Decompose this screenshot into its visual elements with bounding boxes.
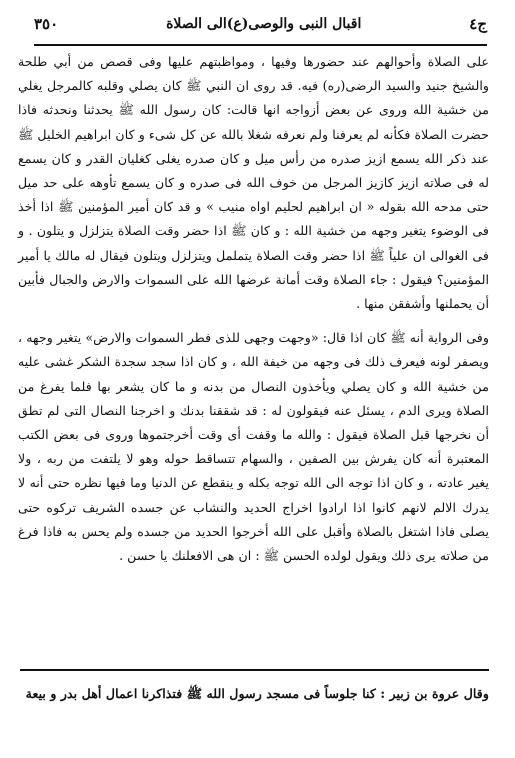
section-divider: [20, 669, 489, 671]
running-title: اقبال النبى والوصى(ع)الى الصلاة: [166, 16, 362, 32]
page-header: [34, 4, 487, 46]
paragraph: وفى الرواية أنه ﷺ كان اذا قال: «وجهت وجهى للذى فطر السموات والارض» يتغير وجهه ، ويصفر لونه فيعرف ذلك فى وجهه من خيفة الله ، و كان اذا سجد سجدة الشكر غشى عليه من خشية الله و كان يصلي ويأخذون النصال من بدنه و ما كان يشعر بها فلما يفرغ من الصلاة ويرى الدم ، يسئل عنه فيقولون له : قد شققنا بدنك و اخرجنا النصال التى لم تطق أن نخرجها قبل الصلاة فيقول : والله ما وقفت أى وقت أخرجتموها وروى فى بعض الكتب المعتبرة أنه كان يفرش بين الصفين ، والسهام تتساقط حوله وهو لا يلتفت من ربه ، ولا يغير عادته ، و كان اذا توجه الى الله توجه بكله و ينقطع عن الدنيا وما فيها نظره حتى أنه لا يدرك الالم لانهم كانوا اذا ارادوا اخراج الحديد والنشاب عن جسده الشريف تركوه حتى يصلى فاذا اشتغل بالصلاة وأقبل على الله أخرجوا الحديد من جسده ولم يحس به فاذا فرغ من صلاته يرى ذلك ويقول لولده الحسن ﷺ : ان هى الافعلنك يا حسن .: [18, 330, 489, 564]
paragraph: وقال عروة بن زبير : كنا جلوساً فى مسجد رسول الله ﷺ فتذاكرنا اعمال أهل بدر و بيعة: [25, 686, 489, 701]
page-body-bottom: [18, 674, 489, 706]
paragraph: على الصلاة وأحوالهم عند حضورها وفيها ، ومواظبتهم عليها وفى قصص من أبي طلحة والشيخ جنيد والسيد الرضى(ره) فيه. قد روى ان النبي ﷺ كان يصلي وقلبه كالمرجل يغلي من خشية الله وروى عن بعض أزواجه انها قالت: كان رسول الله ﷺ يحدثنا ونحدثه فاذا حضرت الصلاة فكأنه لم يعرفنا ولم نعرفه شغلا بالله عن كل شىء و كان ابراهيم الخليل ﷺ عند ذكر الله يسمع ازيز صدره من رأس ميل و كان صدره يغلى كغليان القدر و كان يسمع له فى صلاته ازيز كازيز المرجل من خوف الله فى صدره و كان يسمع تأوهه على حد ميل حتى مدحه الله بقوله « ان ابراهيم لحليم اواه منيب » و قد كان أمير المؤمنين ﷺ اذا أخذ فى الوضوء يتغير وجهه من خشية الله : و كان ﷺ اذا حضر وقت الصلاة يتزلزل و يتلون . و فى الغوالى ان علياً ﷺ اذا حضر وقت الصلاة يتململ ويتزلزل ويتلون فيقال له مالك يا أمير المؤمنين؟ فيقول : جاء الصلاة وقت أمانة عرضها الله على السموات والارض والجبال فأبين أن يحملنها وأشفقن منها .: [18, 54, 489, 312]
page-number: ٣٥٠: [34, 15, 59, 33]
volume-number: ج٤: [469, 15, 487, 33]
page-body: [18, 50, 489, 568]
